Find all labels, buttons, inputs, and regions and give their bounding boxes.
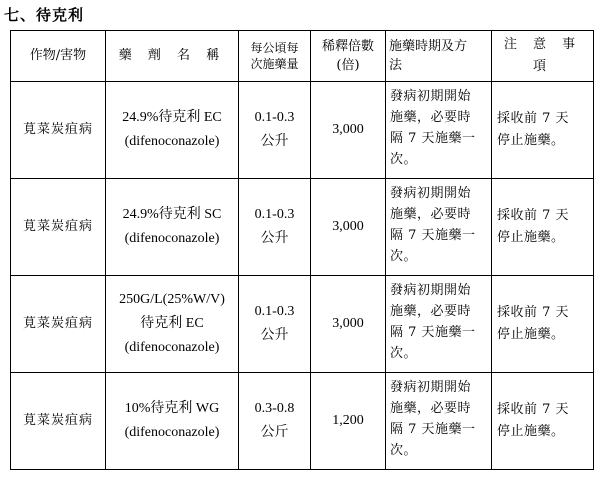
note-line: 停止施藥。: [497, 424, 565, 439]
cell-notes: [492, 276, 594, 373]
pesticide-name-line: 24.9%待克利 SC: [122, 207, 222, 222]
pesticide-name-line: 待克利 EC: [140, 316, 204, 331]
pesticide-name-line: 10%待克利 WG: [124, 401, 220, 416]
note-line: 停止施藥。: [497, 133, 565, 148]
table-header-row: [11, 31, 594, 82]
cell-dosage: [239, 373, 311, 470]
cell-dosage: [239, 276, 311, 373]
table-row: [11, 179, 594, 276]
pesticide-name-line: (difenoconazole): [124, 231, 220, 246]
cell-timing: [386, 276, 492, 373]
dosage-unit: 公升: [260, 328, 289, 343]
note-line: 採收前 7 天: [497, 208, 570, 223]
table-row: [11, 373, 594, 470]
header-timing-line2: 法: [389, 58, 403, 73]
cell-dilution: 1,200: [311, 373, 386, 470]
dosage-unit: 公升: [260, 231, 289, 246]
timing-line: 次。: [390, 346, 418, 361]
note-line: 停止施藥。: [497, 230, 565, 245]
pesticide-name-line: 250G/L(25%W/V): [119, 292, 225, 307]
timing-line: 次。: [390, 152, 418, 167]
pesticide-name-line: (difenoconazole): [124, 340, 220, 355]
note-line: 採收前 7 天: [497, 305, 570, 320]
dosage-amount: 0.3-0.8: [254, 401, 295, 416]
timing-line: 次。: [390, 249, 418, 264]
timing-line: 隔 7 天施藥一: [390, 228, 476, 243]
note-line: 採收前 7 天: [497, 402, 570, 417]
cell-dilution: 3,000: [311, 179, 386, 276]
header-dilution: [311, 31, 386, 82]
cell-crop-pest: 莧菜炭疽病: [11, 373, 106, 470]
dosage-amount: 0.1-0.3: [254, 207, 295, 222]
timing-line: 施藥，必要時: [390, 207, 472, 222]
header-timing: [386, 31, 492, 82]
timing-line: 發病初期開始: [390, 380, 472, 395]
header-timing-line1: 施藥時期及方: [389, 39, 468, 54]
timing-line: 發病初期開始: [390, 283, 472, 298]
pesticide-table: [10, 30, 594, 470]
header-pesticide-name: 藥 劑 名 稱: [106, 31, 239, 82]
table-row: [11, 82, 594, 179]
timing-line: 施藥，必要時: [390, 304, 472, 319]
cell-dilution: 3,000: [311, 82, 386, 179]
timing-line: 發病初期開始: [390, 186, 472, 201]
table-row: [11, 276, 594, 373]
note-line: 停止施藥。: [497, 327, 565, 342]
pesticide-name-line: 24.9%待克利 EC: [122, 110, 222, 125]
pesticide-name-line: (difenoconazole): [124, 425, 220, 440]
cell-dilution: 3,000: [311, 276, 386, 373]
cell-crop-pest: 莧菜炭疽病: [11, 276, 106, 373]
cell-pesticide-name: [106, 82, 239, 179]
timing-line: 隔 7 天施藥一: [390, 422, 476, 437]
cell-notes: [492, 82, 594, 179]
cell-timing: [386, 82, 492, 179]
timing-line: 隔 7 天施藥一: [390, 131, 476, 146]
timing-line: 次。: [390, 443, 418, 458]
cell-timing: [386, 179, 492, 276]
header-crop-pest: 作物/害物: [11, 31, 106, 82]
dosage-unit: 公升: [260, 134, 289, 149]
cell-pesticide-name: [106, 179, 239, 276]
cell-notes: [492, 179, 594, 276]
dosage-unit: 公斤: [260, 425, 289, 440]
cell-crop-pest: 莧菜炭疽病: [11, 179, 106, 276]
dosage-amount: 0.1-0.3: [254, 110, 295, 125]
timing-line: 施藥，必要時: [390, 110, 472, 125]
cell-crop-pest: 莧菜炭疽病: [11, 82, 106, 179]
cell-pesticide-name: [106, 276, 239, 373]
note-line: 採收前 7 天: [497, 111, 570, 126]
header-dosage: [239, 31, 311, 82]
cell-dosage: [239, 82, 311, 179]
header-notes: 注 意 事 項: [492, 31, 594, 82]
header-dosage-line2: 次施藥量: [250, 57, 299, 71]
cell-pesticide-name: [106, 373, 239, 470]
timing-line: 發病初期開始: [390, 89, 472, 104]
cell-dosage: [239, 179, 311, 276]
timing-line: 隔 7 天施藥一: [390, 325, 476, 340]
timing-line: 施藥，必要時: [390, 401, 472, 416]
header-dilution-line2: (倍): [336, 58, 360, 73]
pesticide-name-line: (difenoconazole): [124, 134, 220, 149]
section-title: 七、待克利: [4, 6, 85, 24]
dosage-amount: 0.1-0.3: [254, 304, 295, 319]
cell-notes: [492, 373, 594, 470]
header-dilution-line1: 稀釋倍數: [321, 39, 374, 54]
header-dosage-line1: 每公頃每: [250, 41, 299, 55]
cell-timing: [386, 373, 492, 470]
